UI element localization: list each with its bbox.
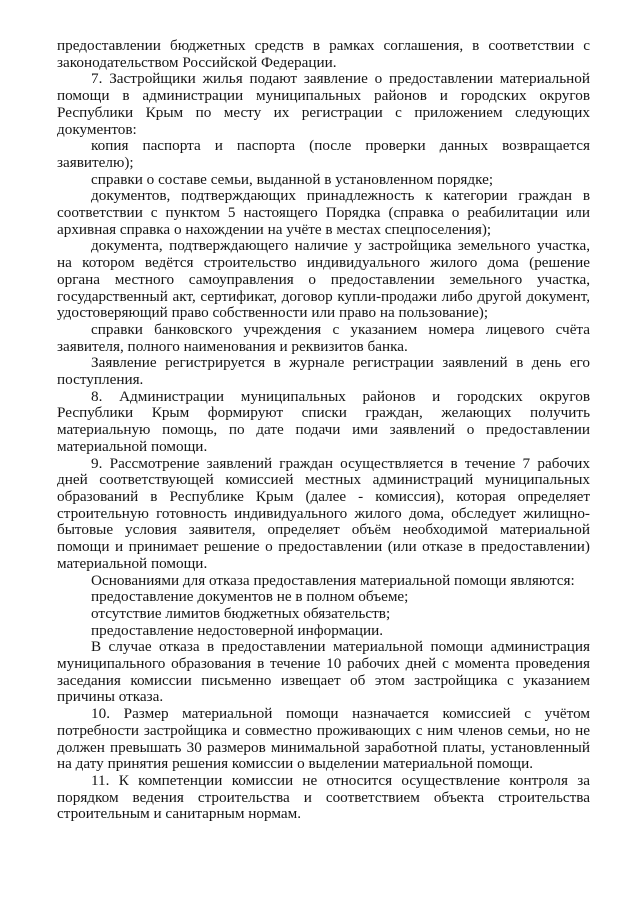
list-item-family-certificate: справки о составе семьи, выданной в установленном порядке; xyxy=(91,170,494,188)
list-item-category-documents: документов, подтверждающих принадлежность к категории граждан в соответствии с пунктом 5 настоящего Порядка (справка о реабилитации или архивная справка о нахождении на учёте в местах спецпоселения); xyxy=(57,187,590,238)
list-item-bank-certificate: справки банковского учреждения с указанием номера лицевого счёта заявителя, полного наименования и реквизитов банка. xyxy=(57,320,590,355)
paragraph-item-11: 11. К компетенции комиссии не относится осуществление контроля за порядком ведения строительства и соответствием объекта строительства строительным и санитарным нормам. xyxy=(57,771,590,823)
paragraph-registration: Заявление регистрируется в журнале регистрации заявлений в день его поступления. xyxy=(57,354,590,389)
list-item-no-budget-limits: отсутствие лимитов бюджетных обязательств; xyxy=(91,604,391,622)
paragraph-refusal-notice: В случае отказа в предоставлении материальной помощи администрация муниципального образования в течение 10 рабочих дней с момента проведения заседания комиссии письменно извещает об этом застройщика с указанием причины отказа. xyxy=(57,638,590,706)
paragraph-refusal-grounds: Основаниями для отказа предоставления материальной помощи являются: xyxy=(91,571,575,589)
paragraph-item-9: 9. Рассмотрение заявлений граждан осуществляется в течение 7 рабочих дней соответствующей комиссией местных администраций муниципальных образований в Республике Крым (далее - комиссия), которая определяет строительную готовность индивидуального жилого дома, обследует жилищно-бытовые условия заявителя, определяет объём необходимой материальной помощи и принимает решение о предоставлении (или отказе в предоставлении) материальной помощи. xyxy=(57,454,590,572)
document-page xyxy=(57,38,590,823)
list-item-false-information: предоставление недостоверной информации. xyxy=(91,621,384,639)
paragraph-item-8: 8. Администрации муниципальных районов и городских округов Республики Крым формируют списки граждан, желающих получить материальную помощь, по дате подачи ими заявлений о предоставлении материальной помощи. xyxy=(57,387,590,455)
paragraph-item-7: 7. Застройщики жилья подают заявление о предоставлении материальной помощи в администрации муниципальных районов и городских округов Республики Крым по месту их регистрации с приложением следующих документов: xyxy=(57,70,590,138)
paragraph-continuation: предоставлении бюджетных средств в рамках соглашения, в соответствии с законодательством Российской Федерации. xyxy=(57,37,590,71)
list-item-incomplete-documents: предоставление документов не в полном объеме; xyxy=(91,588,409,606)
paragraph-item-10: 10. Размер материальной помощи назначается комиссией с учётом потребности застройщика и совместно проживающих с ним членов семьи, но не должен превышать 30 размеров минимальной заработной платы, установленный на дату принятия решения комиссии о выделении материальной помощи. xyxy=(57,705,590,773)
list-item-passport: копия паспорта и паспорта (после проверки данных возвращается заявителю); xyxy=(57,137,590,171)
list-item-land-document: документа, подтверждающего наличие у застройщика земельного участка, на котором ведётся строительство индивидуального жилого дома (решение органа местного самоуправления о предоставлении земельного участка, государственный акт, сертификат, договор купли-продажи либо другой документ, удостоверяющий право собственности или право на пользование); xyxy=(57,237,590,322)
